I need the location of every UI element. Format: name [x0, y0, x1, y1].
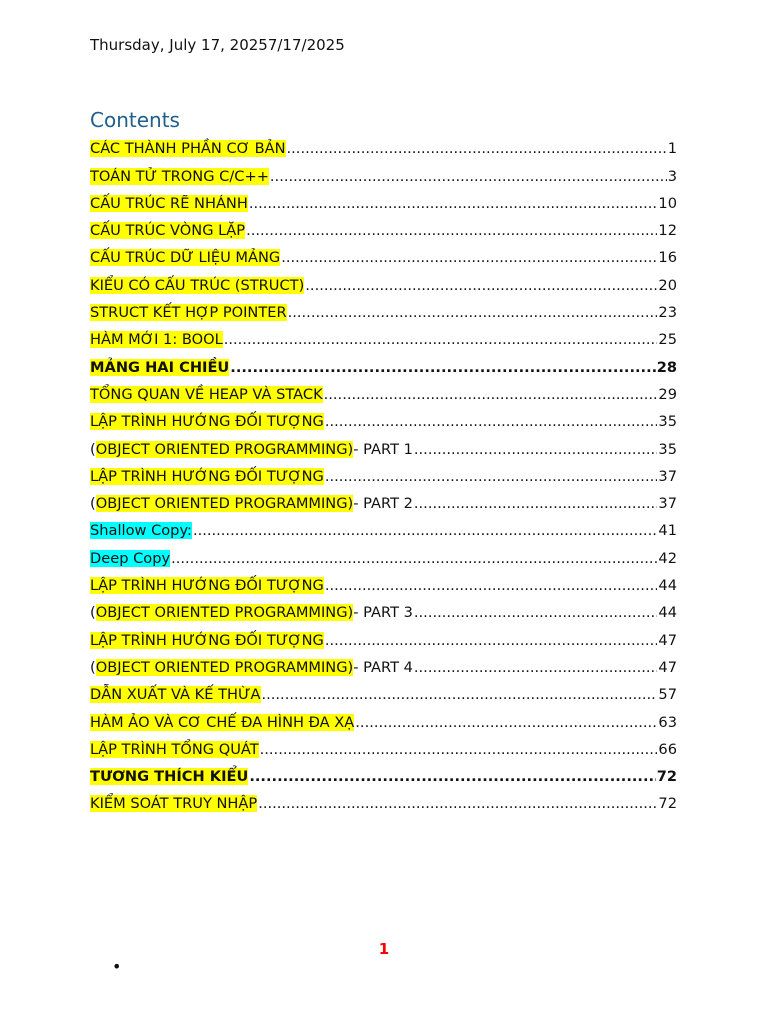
toc-page-number: 47	[658, 658, 677, 676]
toc-entry[interactable]	[90, 212, 677, 239]
toc-entry-highlighted-text: CẤU TRÚC VÒNG LẶP	[90, 222, 246, 240]
toc-entry-highlighted-text: LẬP TRÌNH HƯỚNG ĐỐI TƯỢNG	[90, 577, 324, 595]
toc-entry[interactable]	[90, 403, 677, 430]
toc-entry-title[interactable]	[90, 359, 229, 376]
toc-heading: Contents	[90, 108, 180, 132]
toc-entry[interactable]	[90, 594, 677, 621]
toc-dot-leader	[246, 222, 657, 239]
toc-entry-prefix: (	[90, 440, 96, 458]
toc-dot-leader	[230, 359, 655, 376]
toc-entry[interactable]	[90, 266, 677, 293]
toc-entry-highlighted-text: CẤU TRÚC RẼ NHÁNH	[90, 194, 248, 212]
toc-page-number: 25	[658, 331, 677, 349]
toc-entry-title[interactable]	[90, 714, 354, 731]
toc-dot-leader	[325, 577, 658, 594]
toc-entry-prefix: (	[90, 495, 96, 513]
toc-dot-leader	[414, 441, 658, 458]
toc-page-number: 44	[658, 577, 677, 595]
toc-page-number: 10	[658, 194, 677, 212]
toc-dot-leader	[288, 304, 658, 321]
toc-page-number: 72	[658, 795, 677, 813]
toc-entry[interactable]	[90, 185, 677, 212]
toc-entry[interactable]	[90, 567, 677, 594]
toc-entry-prefix: (	[90, 658, 96, 676]
toc-entry-highlighted-text: CẤU TRÚC DỮ LIỆU MẢNG	[90, 249, 281, 267]
toc-entry-title[interactable]	[90, 550, 170, 567]
toc-entry-title[interactable]	[90, 522, 192, 539]
toc-dot-leader	[325, 468, 658, 485]
toc-entry-title[interactable]	[90, 659, 413, 676]
toc-page-number: 29	[658, 385, 677, 403]
toc-dot-leader	[305, 277, 657, 294]
toc-entry-title[interactable]	[90, 277, 304, 294]
toc-entry[interactable]	[90, 676, 677, 703]
toc-entry-suffix: - PART 2	[353, 495, 413, 513]
toc-entry[interactable]	[90, 485, 677, 512]
toc-entry-highlighted-text: OBJECT ORIENTED PROGRAMMING)	[95, 604, 354, 622]
toc-page-number: 57	[658, 686, 677, 704]
toc-entry-prefix: (	[90, 604, 96, 622]
toc-entry[interactable]	[90, 703, 677, 730]
toc-page-number: 47	[658, 631, 677, 649]
toc-page-number: 16	[658, 249, 677, 267]
toc-entry[interactable]	[90, 157, 677, 184]
toc-entry-suffix: - PART 3	[353, 604, 413, 622]
toc-page-number: 35	[658, 413, 677, 431]
toc-dot-leader	[414, 604, 658, 621]
toc-entry-highlighted-text: LẬP TRÌNH HƯỚNG ĐỐI TƯỢNG	[90, 631, 324, 649]
table-of-contents	[90, 130, 677, 812]
toc-entry-title[interactable]	[90, 222, 245, 239]
toc-page-number: 1	[667, 140, 677, 158]
toc-entry[interactable]	[90, 512, 677, 539]
toc-entry-highlighted-text: KIỂU CÓ CẤU TRÚC (STRUCT)	[90, 276, 305, 294]
toc-entry[interactable]	[90, 785, 677, 812]
toc-page-number: 3	[667, 167, 677, 185]
toc-dot-leader	[270, 168, 667, 185]
toc-entry-title[interactable]	[90, 795, 257, 812]
toc-dot-leader	[260, 741, 658, 758]
toc-entry-highlighted-text: OBJECT ORIENTED PROGRAMMING)	[95, 440, 354, 458]
toc-entry[interactable]	[90, 130, 677, 157]
toc-entry-title[interactable]	[90, 686, 261, 703]
toc-entry[interactable]	[90, 239, 677, 266]
toc-page-number: 66	[658, 740, 677, 758]
toc-page-number: 20	[658, 276, 677, 294]
toc-entry-highlighted-text: LẬP TRÌNH HƯỚNG ĐỐI TƯỢNG	[90, 413, 324, 431]
toc-entry-title[interactable]	[90, 577, 324, 594]
toc-page-number: 37	[658, 495, 677, 513]
toc-dot-leader	[258, 795, 657, 812]
toc-dot-leader	[249, 768, 655, 785]
toc-page-number: 42	[658, 549, 677, 567]
toc-entry[interactable]	[90, 539, 677, 566]
toc-entry-title[interactable]	[90, 495, 413, 512]
toc-page-number: 28	[656, 358, 677, 376]
toc-entry[interactable]	[90, 649, 677, 676]
toc-dot-leader	[193, 522, 657, 539]
toc-entry-suffix: - PART 1	[353, 440, 413, 458]
toc-entry-highlighted-text: HÀM ẢO VÀ CƠ CHẾ ĐA HÌNH ĐA XẠ	[90, 713, 355, 731]
toc-entry-highlighted-text: TOÁN TỬ TRONG C/C++	[90, 167, 269, 185]
toc-entry-title[interactable]	[90, 413, 324, 430]
toc-dot-leader	[287, 140, 667, 157]
toc-entry-highlighted-text: MẢNG HAI CHIỀU	[90, 358, 230, 376]
header-date: Thursday, July 17, 20257/17/2025	[90, 36, 345, 54]
toc-entry-title[interactable]	[90, 604, 413, 621]
toc-entry-highlighted-text: DẪN XUẤT VÀ KẾ THỪA	[90, 686, 261, 704]
toc-entry[interactable]	[90, 348, 677, 375]
toc-entry[interactable]	[90, 294, 677, 321]
toc-entry-highlighted-text: CÁC THÀNH PHẦN CƠ BẢN	[90, 140, 286, 158]
toc-entry[interactable]	[90, 621, 677, 648]
toc-entry[interactable]	[90, 321, 677, 348]
toc-dot-leader	[414, 659, 658, 676]
toc-entry-title[interactable]	[90, 386, 323, 403]
toc-entry-title[interactable]	[90, 741, 259, 758]
toc-entry-title[interactable]	[90, 168, 269, 185]
toc-entry-highlighted-text: HÀM MỚI 1: BOOL	[90, 331, 223, 349]
toc-entry[interactable]	[90, 376, 677, 403]
toc-dot-leader	[325, 632, 658, 649]
toc-entry[interactable]	[90, 430, 677, 457]
toc-dot-leader	[325, 413, 658, 430]
toc-page-number: 37	[658, 467, 677, 485]
toc-entry-highlighted-text: LẬP TRÌNH HƯỚNG ĐỐI TƯỢNG	[90, 467, 324, 485]
toc-entry[interactable]	[90, 458, 677, 485]
toc-entry[interactable]	[90, 731, 677, 758]
toc-dot-leader	[414, 495, 658, 512]
toc-entry-highlighted-text: OBJECT ORIENTED PROGRAMMING)	[95, 658, 354, 676]
toc-entry-highlighted-text: Deep Copy	[90, 549, 171, 567]
toc-entry-title[interactable]	[90, 768, 248, 785]
toc-entry-title[interactable]	[90, 140, 286, 157]
toc-dot-leader	[262, 686, 658, 703]
toc-dot-leader	[249, 195, 658, 212]
toc-page-number: 63	[658, 713, 677, 731]
bullet-point: •	[112, 957, 122, 976]
toc-entry-highlighted-text: TƯƠNG THÍCH KIỂU	[90, 768, 249, 786]
toc-entry-highlighted-text: KIỂM SOÁT TRUY NHẬP	[90, 795, 258, 813]
page-number: 1	[378, 940, 390, 958]
toc-entry-highlighted-text: OBJECT ORIENTED PROGRAMMING)	[95, 495, 354, 513]
toc-entry-title[interactable]	[90, 195, 248, 212]
toc-dot-leader	[171, 550, 657, 567]
toc-dot-leader	[281, 249, 657, 266]
toc-entry-highlighted-text: LẬP TRÌNH TỔNG QUÁT	[90, 740, 259, 758]
toc-entry-highlighted-text: TỔNG QUAN VỀ HEAP VÀ STACK	[90, 385, 323, 403]
toc-dot-leader	[224, 331, 658, 348]
toc-entry-title[interactable]	[90, 249, 280, 266]
toc-entry-highlighted-text: STRUCT KẾT HỢP POINTER	[90, 304, 287, 322]
toc-entry-title[interactable]	[90, 441, 413, 458]
toc-entry-suffix: - PART 4	[353, 658, 413, 676]
toc-entry-highlighted-text: Shallow Copy:	[90, 522, 192, 540]
toc-page-number: 41	[658, 522, 677, 540]
toc-entry-title[interactable]	[90, 468, 324, 485]
toc-page-number: 44	[658, 604, 677, 622]
toc-entry-title[interactable]	[90, 632, 324, 649]
toc-page-number: 72	[656, 768, 677, 786]
toc-dot-leader	[324, 386, 658, 403]
toc-page-number: 23	[658, 304, 677, 322]
toc-entry-title[interactable]	[90, 331, 223, 348]
toc-entry-title[interactable]	[90, 304, 287, 321]
toc-page-number: 35	[658, 440, 677, 458]
toc-entry[interactable]	[90, 758, 677, 785]
toc-dot-leader	[355, 714, 657, 731]
toc-page-number: 12	[658, 222, 677, 240]
